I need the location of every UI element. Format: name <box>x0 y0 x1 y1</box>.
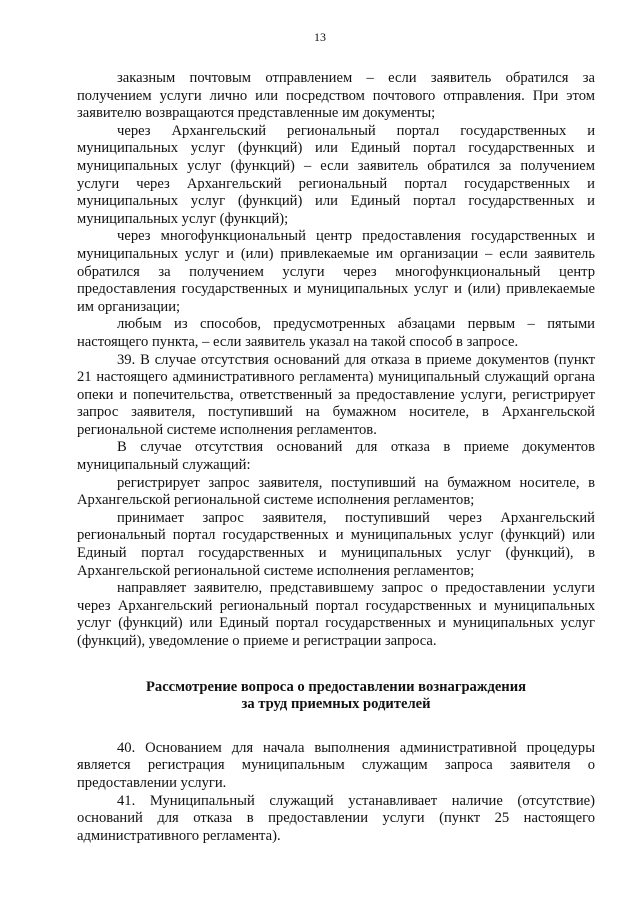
paragraph-postal-delivery: заказным почтовым отправлением – если заявитель обратился за получением услуги лично или посредством почтового отправления. При этом заявителю возвращаются представленные им документы; <box>77 70 595 122</box>
paragraph-item-40: 40. Основанием для начала выполнения административной процедуры является регистрация муниципальным служащим запроса заявителя о предоставлении услуги. <box>77 739 595 791</box>
paragraph-item-39: 39. В случае отсутствия оснований для отказа в приеме документов (пункт 21 настоящего административного регламента) муниципальный служащий органа опеки и попечительства, ответственный за предоставление услуги, регистрирует запрос заявителя, поступивший на бумажном носителе, в Архангельской региональной системе исполнения регламентов. <box>77 351 595 438</box>
paragraph-mfc: через многофункциональный центр предоставления государственных и муниципальных услуг и (или) привлекаемые им организации – если заявитель обратился за получением услуги через многофункциональный центр предоставления государственных и муниципальных услуг и (или) привлекаемые им организации; <box>77 228 595 315</box>
paragraph-item-41: 41. Муниципальный служащий устанавливает наличие (отсутствие) оснований для отказа в предоставлении услуги (пункт 25 настоящего административного регламента). <box>77 792 595 844</box>
paragraph-accepts: принимает запрос заявителя, поступивший через Архангельский региональный портал государственных и муниципальных услуг (функций) или Единый портал государственных и муниципальных услуг (функций), в Архангельской региональной системе исполнения регламентов; <box>77 509 595 579</box>
section-heading-line-1: Рассмотрение вопроса о предоставлении вознаграждения <box>145 678 527 695</box>
paragraph-sends-notice: направляет заявителю, представившему запрос о предоставлении услуги через Архангельский региональный портал государственных и муниципальных услуг (функций) или Единый портал государственных и муниципальных услуг (функций), уведомление о приеме и регистрации запроса. <box>77 580 595 649</box>
paragraph-regional-portal: через Архангельский региональный портал государственных и муниципальных услуг (функций) или Единый портал государственных и муниципальных услуг (функций) – если заявитель обратился за получением услуги через Архангельский региональный портал государственных и муниципальных услуг (функций) или Единый портал государственных и муниципальных услуг (функций); <box>77 122 595 227</box>
section-heading-line-2: за труд приемных родителей <box>241 696 431 713</box>
document-body <box>77 70 595 845</box>
paragraph-any-method: любым из способов, предусмотренных абзацами первым – пятыми настоящего пункта, – если заявитель указал на такой способ в запросе. <box>77 316 595 350</box>
paragraph-registers: регистрирует запрос заявителя, поступивший на бумажном носителе, в Архангельской региональной системе исполнения регламентов; <box>77 474 595 509</box>
page-number: 13 <box>314 30 326 44</box>
section-heading <box>77 679 595 714</box>
paragraph-no-grounds: В случае отсутствия оснований для отказа в приеме документов муниципальный служащий: <box>77 439 595 474</box>
